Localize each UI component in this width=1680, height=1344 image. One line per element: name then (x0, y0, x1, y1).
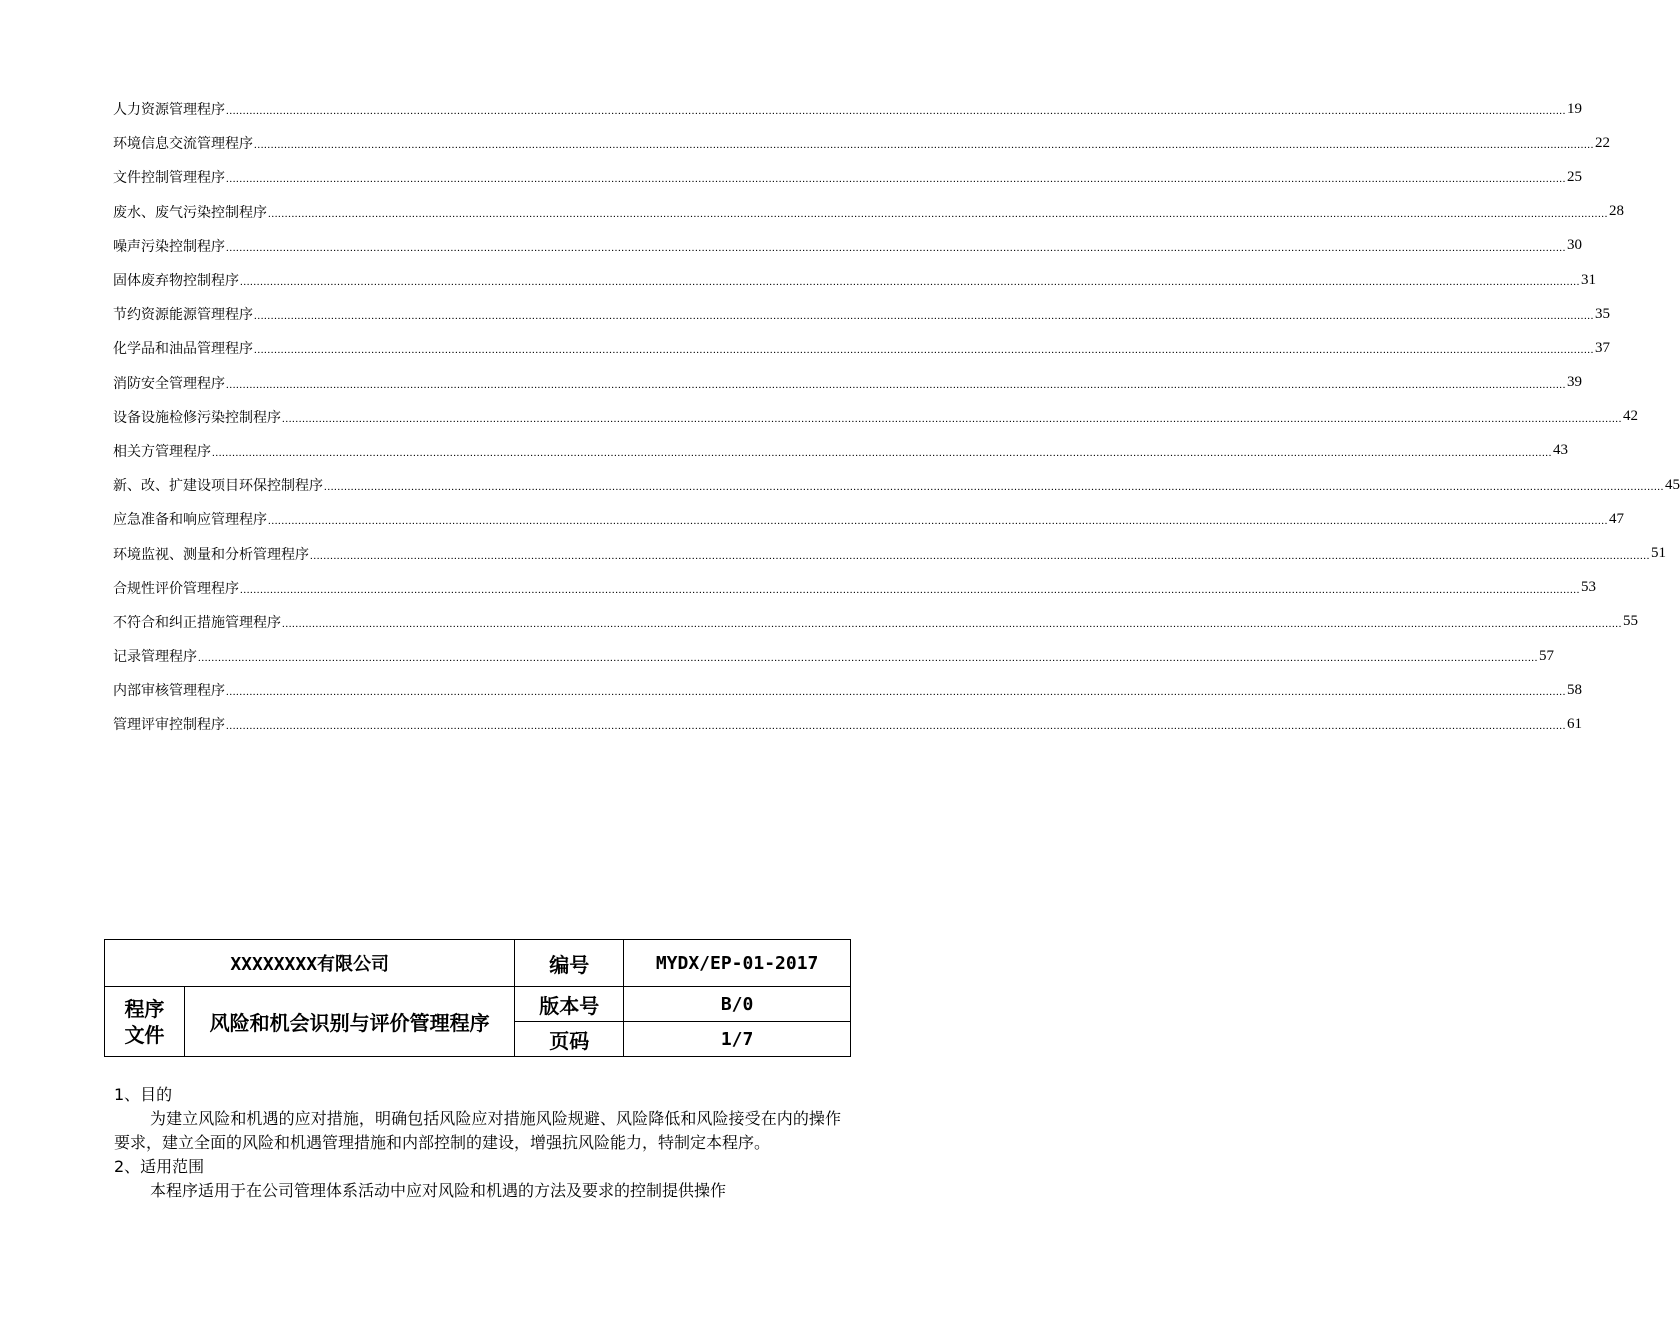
toc-entry-page: 61 (1567, 715, 1582, 732)
toc-entry[interactable] (113, 571, 1596, 605)
toc-dot-leader: ................................................................................................................................................................................................................................................................................................................................................................................................................ (226, 378, 1566, 391)
toc-entry-title: 记录管理程序 (113, 649, 197, 666)
document-type (105, 987, 185, 1057)
toc-entry-page: 58 (1567, 681, 1582, 698)
toc-dot-leader: ................................................................................................................................................................................................................................................................................................................................................................................................................ (268, 515, 1608, 528)
toc-entry-title: 管理评审控制程序 (113, 717, 225, 734)
toc-entry-title: 消防安全管理程序 (113, 375, 225, 392)
toc-dot-leader: ................................................................................................................................................................................................................................................................................................................................................................................................................ (198, 652, 1538, 665)
toc-entry[interactable] (113, 400, 1638, 434)
toc-entry-title: 废水、废气污染控制程序 (113, 204, 267, 221)
section2-heading: 2、适用范围 (114, 1157, 205, 1176)
toc-entry-page: 57 (1539, 647, 1554, 664)
toc-dot-leader: ................................................................................................................................................................................................................................................................................................................................................................................................................ (282, 412, 1622, 425)
toc-entry-page: 51 (1651, 545, 1666, 562)
toc-entry[interactable] (113, 160, 1582, 194)
toc-dot-leader: ................................................................................................................................................................................................................................................................................................................................................................................................................ (226, 241, 1566, 254)
toc-entry-title: 不符合和纠正措施管理程序 (113, 614, 281, 631)
toc-entry-page: 30 (1567, 237, 1582, 254)
toc-entry-title: 人力资源管理程序 (113, 102, 225, 119)
toc-entry-title: 噪声污染控制程序 (113, 238, 225, 255)
toc-dot-leader: ................................................................................................................................................................................................................................................................................................................................................................................................................ (254, 139, 1594, 152)
document-type-line2: 文件 (124, 1022, 165, 1047)
toc-entry[interactable] (113, 366, 1582, 400)
page-label: 页码 (515, 1022, 624, 1057)
number-value: MYDX/EP-01-2017 (624, 940, 851, 987)
toc-entry-title: 内部审核管理程序 (113, 683, 225, 700)
document-type-line1: 程序 (124, 996, 165, 1021)
toc-dot-leader: ................................................................................................................................................................................................................................................................................................................................................................................................................ (324, 481, 1664, 494)
toc-entry-title: 文件控制管理程序 (113, 170, 225, 187)
toc-entry-page: 43 (1553, 442, 1568, 459)
document-body (114, 1083, 841, 1203)
toc-entry-page: 37 (1595, 339, 1610, 356)
toc-entry-page: 45 (1665, 476, 1680, 493)
toc-entry-page: 55 (1623, 613, 1638, 630)
document-header-table (104, 939, 851, 1057)
toc-entry[interactable] (113, 434, 1568, 468)
toc-dot-leader: ................................................................................................................................................................................................................................................................................................................................................................................................................ (226, 105, 1566, 118)
toc-entry-page: 42 (1623, 408, 1638, 425)
number-label: 编号 (515, 940, 624, 987)
toc-entry-page: 22 (1595, 134, 1610, 151)
toc-entry-title: 相关方管理程序 (113, 443, 211, 460)
toc-entry-title: 应急准备和响应管理程序 (113, 512, 267, 529)
document-title: 风险和机会识别与评价管理程序 (184, 987, 515, 1057)
version-label: 版本号 (515, 987, 624, 1022)
toc-entry[interactable] (113, 229, 1582, 263)
toc-entry-title: 新、改、扩建设项目环保控制程序 (113, 478, 323, 495)
toc-entry[interactable] (113, 126, 1610, 160)
toc-entry-title: 环境信息交流管理程序 (113, 136, 253, 153)
toc-dot-leader: ................................................................................................................................................................................................................................................................................................................................................................................................................ (240, 583, 1580, 596)
toc-entry[interactable] (113, 195, 1624, 229)
toc-entry-title: 设备设施检修污染控制程序 (113, 409, 281, 426)
toc-entry[interactable] (113, 502, 1624, 536)
toc-dot-leader: ................................................................................................................................................................................................................................................................................................................................................................................................................ (282, 617, 1622, 630)
toc-entry-title: 化学品和油品管理程序 (113, 341, 253, 358)
table-of-contents (113, 92, 1680, 742)
company-name: XXXXXXXX有限公司 (105, 940, 515, 987)
section1-paragraph: 为建立风险和机遇的应对措施，明确包括风险应对措施风险规避、风险降低和风险接受在内的操作要求，建立全面的风险和机遇管理措施和内部控制的建设，增强抗风险能力，特制定本程序。 (114, 1109, 841, 1152)
toc-entry[interactable] (113, 92, 1582, 126)
toc-entry-page: 25 (1567, 168, 1582, 185)
toc-dot-leader: ................................................................................................................................................................................................................................................................................................................................................................................................................ (212, 446, 1552, 459)
toc-entry[interactable] (113, 331, 1610, 365)
toc-dot-leader: ................................................................................................................................................................................................................................................................................................................................................................................................................ (226, 720, 1566, 733)
toc-entry[interactable] (113, 707, 1582, 741)
toc-entry[interactable] (113, 263, 1596, 297)
toc-entry[interactable] (113, 639, 1554, 673)
toc-entry-title: 合规性评价管理程序 (113, 580, 239, 597)
toc-dot-leader: ................................................................................................................................................................................................................................................................................................................................................................................................................ (254, 344, 1594, 357)
toc-entry-title: 环境监视、测量和分析管理程序 (113, 546, 309, 563)
toc-entry-title: 节约资源能源管理程序 (113, 307, 253, 324)
toc-dot-leader: ................................................................................................................................................................................................................................................................................................................................................................................................................ (226, 686, 1566, 699)
toc-dot-leader: ................................................................................................................................................................................................................................................................................................................................................................................................................ (268, 207, 1608, 220)
toc-entry-title: 固体废弃物控制程序 (113, 273, 239, 290)
toc-entry-page: 28 (1609, 203, 1624, 220)
section2-paragraph: 本程序适用于在公司管理体系活动中应对风险和机遇的方法及要求的控制提供操作 (150, 1181, 727, 1200)
page-value: 1/7 (624, 1022, 851, 1057)
toc-dot-leader: ................................................................................................................................................................................................................................................................................................................................................................................................................ (254, 310, 1594, 323)
toc-entry-page: 47 (1609, 510, 1624, 527)
toc-entry-page: 19 (1567, 100, 1582, 117)
toc-entry-page: 39 (1567, 374, 1582, 391)
toc-entry[interactable] (113, 468, 1680, 502)
toc-entry-page: 35 (1595, 305, 1610, 322)
toc-entry[interactable] (113, 297, 1610, 331)
toc-entry-page: 31 (1581, 271, 1596, 288)
toc-dot-leader: ................................................................................................................................................................................................................................................................................................................................................................................................................ (310, 549, 1650, 562)
toc-entry[interactable] (113, 605, 1638, 639)
section1-heading: 1、目的 (114, 1085, 173, 1104)
version-value: B/0 (624, 987, 851, 1022)
toc-dot-leader: ................................................................................................................................................................................................................................................................................................................................................................................................................ (226, 173, 1566, 186)
toc-dot-leader: ................................................................................................................................................................................................................................................................................................................................................................................................................ (240, 276, 1580, 289)
toc-entry[interactable] (113, 536, 1666, 570)
toc-entry-page: 53 (1581, 579, 1596, 596)
toc-entry[interactable] (113, 673, 1582, 707)
